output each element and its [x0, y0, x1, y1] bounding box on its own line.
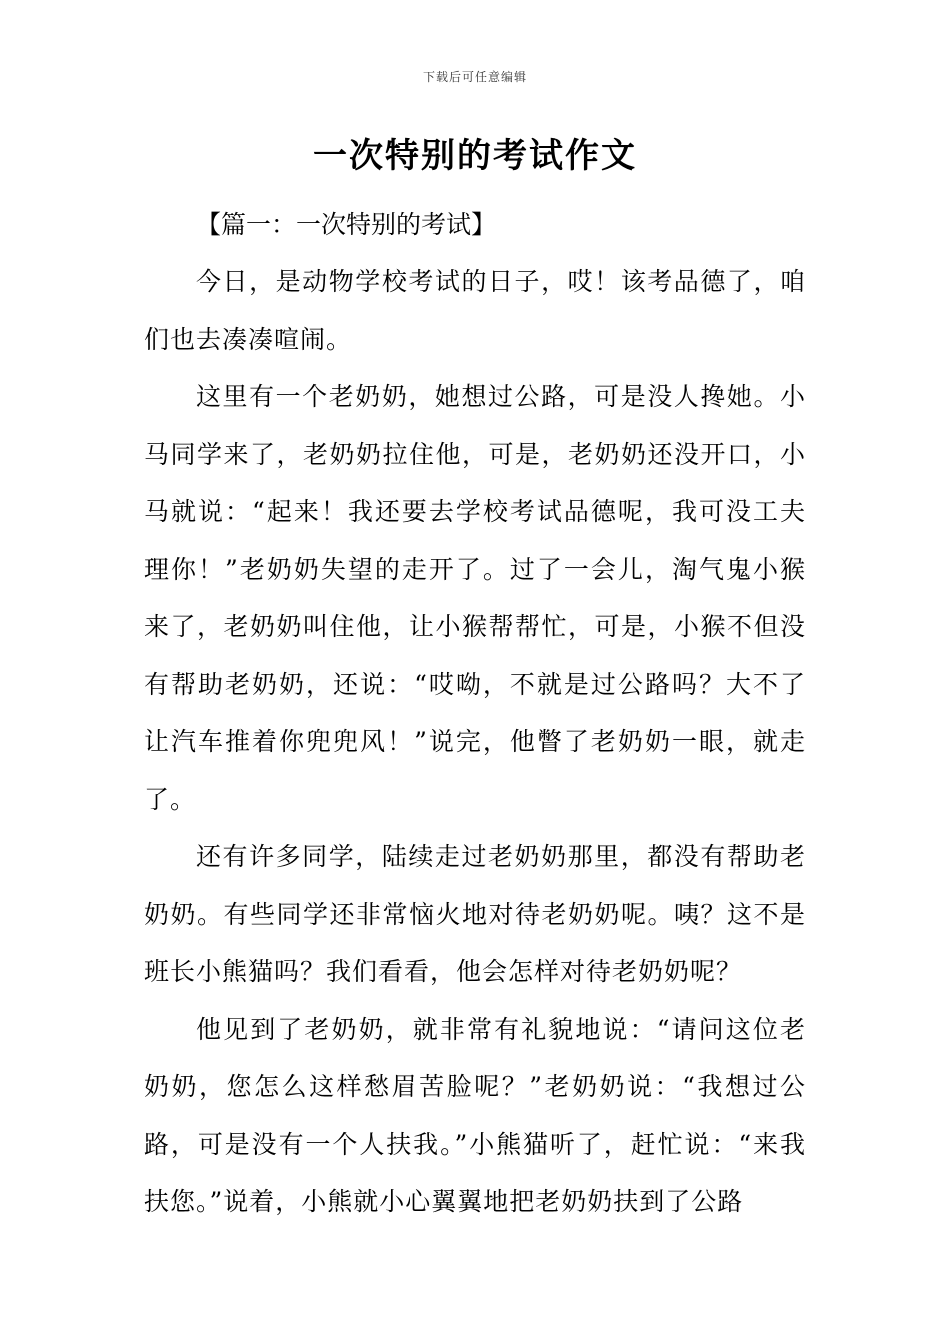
- paragraph-1: 今日，是动物学校考试的日子，哎！该考品德了，咱们也去凑凑喧闹。: [144, 267, 806, 354]
- paragraph-4: 他见到了老奶奶，就非常有礼貌地说：“请问这位老奶奶，您怎么这样愁眉苦脸呢？”老奶奶说：“我想过公路，可是没有一个人扶我。”小熊猫听了，赶忙说：“来我扶您。”说着，小熊就小心翼翼地把老奶奶扶到了公路: [144, 1014, 806, 1216]
- paragraph-3: 还有许多同学，陆续走过老奶奶那里，都没有帮助老奶奶。有些同学还非常恼火地对待老奶奶呢。咦？这不是班长小熊猫吗？我们看看，他会怎样对待老奶奶呢？: [144, 842, 806, 986]
- header-note: 下载后可任意编辑: [422, 70, 527, 84]
- paragraph-2: 这里有一个老奶奶，她想过公路，可是没人搀她。小马同学来了，老奶奶拉住他，可是，老奶奶还没开口，小马就说：“起来！我还要去学校考试品德呢，我可没工夫理你！”老奶奶失望的走开了。过了一会儿，淘气鬼小猴来了，老奶奶叫住他，让小猴帮帮忙，可是，小猴不但没有帮助老奶奶，还说：“哎呦，不就是过公路吗？大不了让汽车推着你兜兜风！”说完，他瞥了老奶奶一眼，就走了。: [144, 382, 806, 814]
- section-subtitle: 【篇一：一次特别的考试】: [196, 210, 497, 239]
- document-body: [144, 196, 806, 1231]
- document-title: 一次特别的考试作文: [313, 136, 637, 176]
